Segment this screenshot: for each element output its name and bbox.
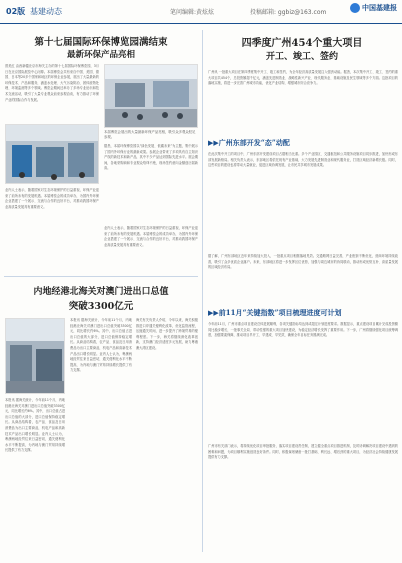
logo-text: 中国基建报 [362,4,397,12]
newspaper-logo [350,3,397,13]
submission-email: 投稿邮箱: ggbiz@163.com [250,9,327,16]
article-subtitle-customs: 突破3300亿元 [68,301,134,312]
article-subtitle-environment: 最新环保产品亮相 [66,50,135,60]
section-name: 基建动态 [30,7,62,16]
divider-left [4,276,198,277]
section-heading-key-indicators: ▶▶前11月“关键指数”项目梳理进度可计划 [208,308,342,317]
article-body-environment-3: 业内人士表示，随着国家对生态环境保护的日益重视，环保产业迎来了前所未有的发展机遇。本届博览会的成功举办，为国内外环保企业搭建了一个展示、交流与合作的良好平台，对推动我国环保产业高质量发展具有重要意义。 [5,188,99,209]
article-body-environment-4: 业内人士表示，随着国家对生态环境保护的日益重视，环保产业迎来了前所未有的发展机遇。本届博览会的成功举办，为国内外环保企业搭建了一个展示、交流与合作的良好平台，对推动我国环保产业高质量发展具有重要意义。 [104,226,198,247]
article-title-customs: 内地经港北海关对澳门进出口总值 [33,287,169,297]
article-title-environment: 第十七届国际环保博览园满结束 [34,37,168,48]
article-body-guangzhou-4: 今年前11月，广州市重点项目建设总体进展顺利，各项关键指标均达到或超过计划进度要求。数据显示，重点建设项目累计完成投资额同比稳步增长，一批事关全局、带动性强的重大项目加快建设，为稳定经济增长发挥了重要作用。下一步，广州将继续强化项目统筹调度，加强要素保障，推动项目早开工、早建成、早见效，确保全年目标任务圆满完成。 [208,322,398,338]
article-body-environment-2: 据悉，本届环保博览园以“绿色发展、低碳未来”为主题，集中展示了国内外环保行业的最新成果。参展企业带来了多项具有自主知识产权的新技术和新产品，其中不少产品达到国际先进水平。展会期间，各地采购商和专业观众络绎不绝，现场签约意向金额创历届新高。 [104,144,198,171]
article-body-guangzhou-2: 在此次集中开工的项目中，广州东部开发建设项目占据相当比重。多个产业园区、交通枢纽和公共服务设施项目同步推进，加快形成东部发展新格局。相关负责人表示，东部地区将依托现有产业基础，大力发展先进制造业和现代服务业，打造区域经济新增长极。同时，这些项目的建设也将带动大量就业，促进区域协调发展，让市民共享城市发展成果。 [208,152,398,168]
article-body-customs-3: 本报讯 据海关统计，今年前11个月，内地经港北海关对澳门进出口总值突破3300亿元，同比增长约6%。其中，出口总值占进出口总值的大部分，进口总值保持稳定增长。从商品结构看，农产品、食品及日用消费品为出口主要商品，机电产品和高新技术产品出口增长明显。业内人士认为，粤澳两地经贸往来日益密切，通关便利化水平不断提高，为内地与澳门贸易持续增长提供了有力支撑。 [5,398,65,453]
section-heading-east-development: ▶▶广州东部开发“态”动配 [208,138,290,147]
page-number: 02版 [6,7,26,16]
photo-expo-hall [104,64,198,128]
photo-caption: 本届博览会展出的大量最新环保产品亮相，吸引众多观众驻足参观。 [104,130,196,140]
article-body-guangzhou-1: 广州讯 一批重大项目在第四季度集中开工、竣工和签约，为全年经济高质量发展注入强劲动能。据悉，本次集中开工、竣工、签约的重大项目共454个，总投资额超千亿元，涵盖先进制造业、战略性新兴产业、现代服务业、基础设施及民生领域等多个方面。这批项目的落地实施，将进一步完善广州城市功能，优化产业结构，增强城市综合竞争力。 [208,70,398,86]
article-body-customs-2: 海关有关负责人介绍，今年以来，海关积极推进口岸通关便利化改革，优化监管流程，压缩通关时间，进一步提升了跨境贸易的便利程度。下一步，海关将继续深化改革创新，支持澳门经济适度多元发展，助力粤港澳大湾区建设。 [136,318,198,350]
photo-customs-port [5,318,65,394]
article-body-customs-1: 本报讯 据海关统计，今年前11个月，内地经港北海关对澳门进出口总值突破3300亿元，同比增长约6%。其中，出口总值占进出口总值的大部分，进口总值保持稳定增长。从商品结构看，农产品、食品及日用消费品为出口主要商品，机电产品和高新技术产品出口增长明显。业内人士认为，粤澳两地经贸往来日益密切，通关便利化水平不断提高，为内地与澳门贸易持续增长提供了有力支撑。 [70,318,132,373]
page-header [0,0,402,24]
editor-credit: 笔问编辑:黄炫炫 [170,9,215,16]
article-body-guangzhou-3: 据了解，广州东部地区近年来持续加大投入，一批重点项目相继落地见效。交通路网日益完善，产业配套不断优化，营商环境持续改善，吸引了众多优质企业落户。未来，东部地区将进一步发挥区位优势，加强与周边城市的协同联动，推动形成优势互补、高质量发展的区域经济布局。 [208,254,398,270]
column-divider [202,30,203,552]
logo-icon [350,3,360,13]
article-title-guangzhou: 四季度广州454个重大项目 [241,38,363,49]
article-body-environment-1: 曾美红 由西新疆北京市海关主办的第十七届国际环保博览园，3月日在北京国际展览中心闭幕。本届博览会共有来自中国、美国、德国、日本等20多个国家和地区的环保企业参展，展出了大量最新的环保技术、产品和服务，涵盖水处理、大气污染防治、固体废物处理、环境监测等多个领域。博览会期间还举办了多场专业论坛和技术交流活动，吸引了大量专业观众前来参观洽谈，有力推动了环保产业的国际合作与发展。 [5,64,99,102]
article-body-guangzhou-5: 广州市有关部门表示，将持续优化项目审批服务，落实项目建设责任制，建立健全重点项目推进机制，及时协调解决项目建设中遇到的困难和问题，为项目顺利实施创造良好条件。同时，积极谋划储备一批打基础、利长远、增后劲的重大项目，为经济社会持续健康发展提供有力支撑。 [208,444,398,460]
article-subtitle-guangzhou: 开工、竣工、签约 [265,52,338,62]
photo-expo-products [5,124,99,184]
